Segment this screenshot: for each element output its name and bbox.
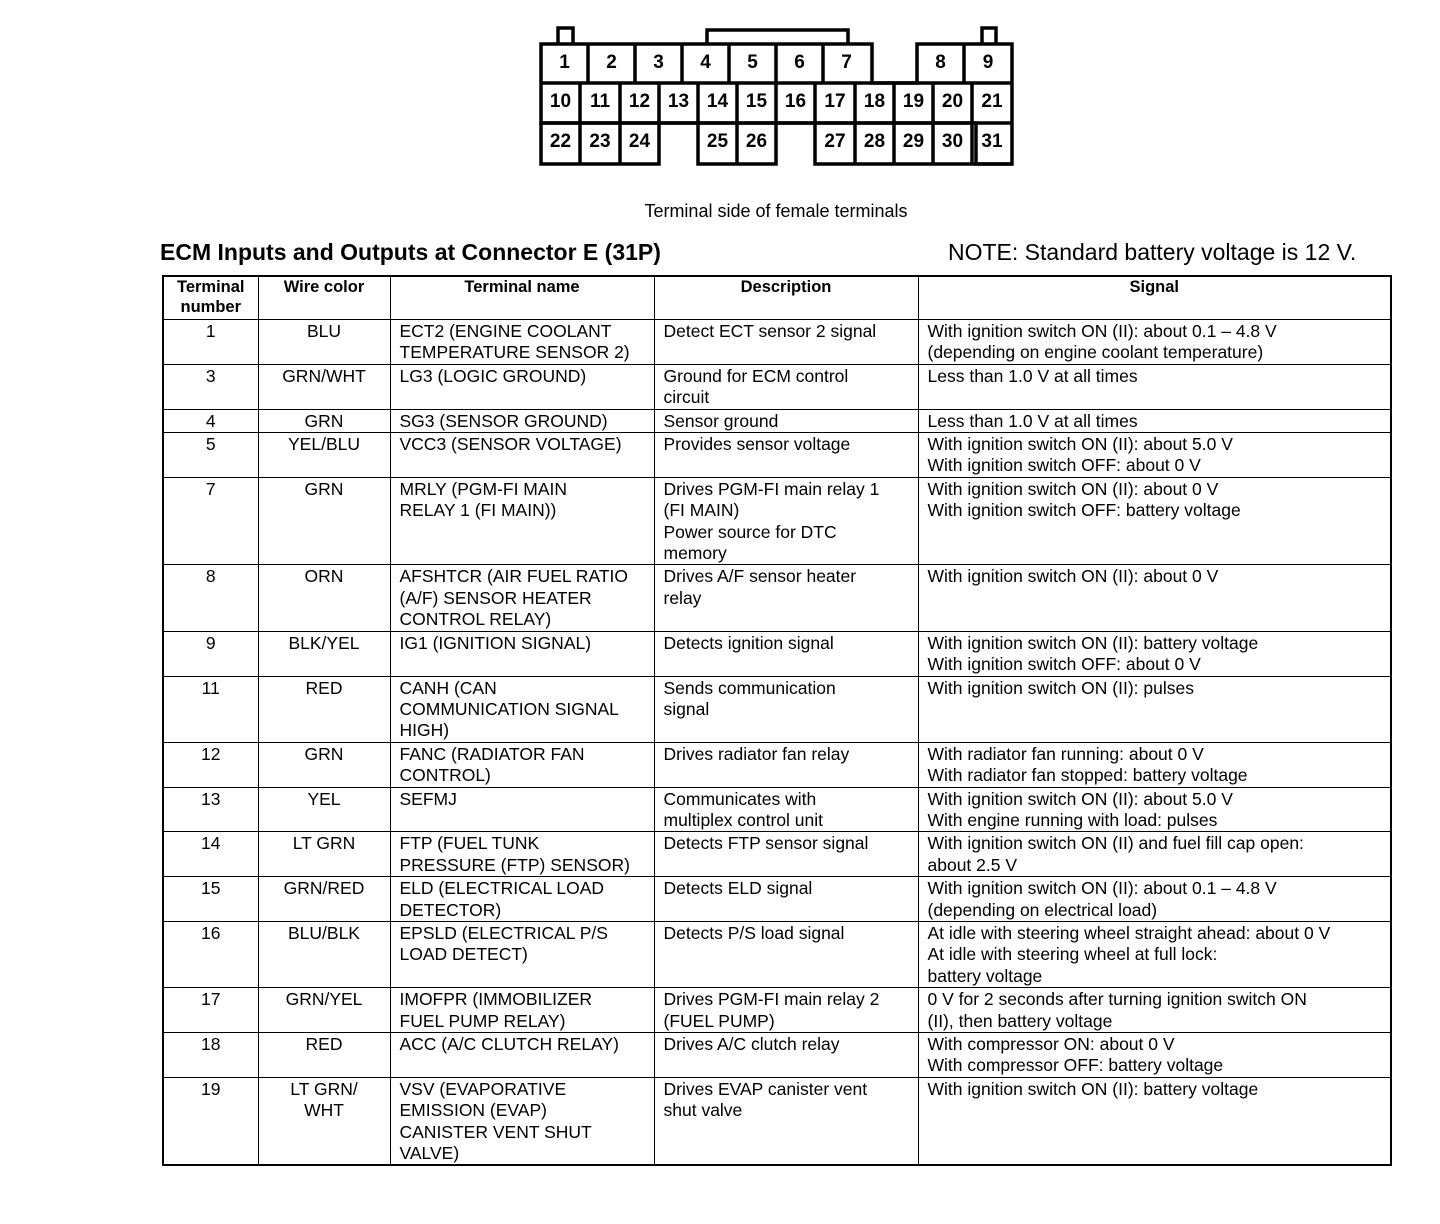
cell-signal: With radiator fan running: about 0 V With radiator fan stopped: battery voltage [918, 742, 1391, 787]
cell-signal: 0 V for 2 seconds after turning ignition switch ON (II), then battery voltage [918, 988, 1391, 1033]
cell-terminal-name: IMOFPR (IMMOBILIZER FUEL PUMP RELAY) [390, 988, 654, 1033]
cell-description: Drives A/F sensor heater relay [654, 565, 918, 631]
cell-description: Drives radiator fan relay [654, 742, 918, 787]
page-title: ECM Inputs and Outputs at Connector E (31P) [160, 239, 661, 265]
cell-signal: With ignition switch ON (II): about 5.0 V With engine running with load: pulses [918, 787, 1391, 832]
cell-description: Drives A/C clutch relay [654, 1033, 918, 1078]
header-terminal-name: Terminal name [390, 276, 654, 320]
cell-terminal: 16 [163, 921, 258, 987]
cell-wire-color: LT GRN [258, 832, 390, 877]
pin-10: 10 [549, 91, 572, 112]
header-signal: Signal [918, 276, 1391, 320]
table-row [163, 364, 1391, 409]
cell-terminal-name: ACC (A/C CLUTCH RELAY) [390, 1033, 654, 1078]
cell-signal: With ignition switch ON (II) and fuel fill cap open: about 2.5 V [918, 832, 1391, 877]
table-row [163, 988, 1391, 1033]
header-terminal-number: Terminal number [163, 276, 258, 320]
cell-terminal: 7 [163, 477, 258, 565]
cell-wire-color: LT GRN/ WHT [258, 1077, 390, 1165]
cell-terminal: 9 [163, 631, 258, 676]
cell-terminal-name: ECT2 (ENGINE COOLANT TEMPERATURE SENSOR 2) [390, 320, 654, 365]
cell-terminal: 14 [163, 832, 258, 877]
cell-terminal: 11 [163, 676, 258, 742]
table-header-row [163, 276, 1391, 320]
cell-wire-color: RED [258, 1033, 390, 1078]
table-row [163, 631, 1391, 676]
table-row [163, 1033, 1391, 1078]
cell-signal: With compressor ON: about 0 V With compressor OFF: battery voltage [918, 1033, 1391, 1078]
cell-terminal-name: FANC (RADIATOR FAN CONTROL) [390, 742, 654, 787]
pin-1: 1 [559, 52, 570, 73]
pin-16: 16 [784, 91, 807, 112]
table-row [163, 676, 1391, 742]
cell-signal: With ignition switch ON (II): about 0 V With ignition switch OFF: battery voltage [918, 477, 1391, 565]
pin-21: 21 [981, 91, 1003, 112]
table-row [163, 409, 1391, 432]
cell-terminal-name: IG1 (IGNITION SIGNAL) [390, 631, 654, 676]
pin-4: 4 [700, 52, 711, 73]
cell-terminal-name: CANH (CAN COMMUNICATION SIGNAL HIGH) [390, 676, 654, 742]
pin-5: 5 [747, 52, 758, 73]
cell-terminal-name: AFSHTCR (AIR FUEL RATIO (A/F) SENSOR HEATER CONTROL RELAY) [390, 565, 654, 631]
pin-23: 23 [589, 131, 611, 152]
pin-19: 19 [902, 91, 925, 112]
table-row [163, 877, 1391, 922]
cell-wire-color: GRN [258, 742, 390, 787]
pin-6: 6 [794, 52, 805, 73]
pin-3: 3 [653, 52, 664, 73]
cell-signal: With ignition switch ON (II): about 0 V [918, 565, 1391, 631]
cell-terminal: 3 [163, 364, 258, 409]
cell-wire-color: ORN [258, 565, 390, 631]
cell-terminal-name: VSV (EVAPORATIVE EMISSION (EVAP) CANISTER VENT SHUT VALVE) [390, 1077, 654, 1165]
cell-wire-color: GRN [258, 409, 390, 432]
cell-description: Sends communication signal [654, 676, 918, 742]
cell-wire-color: RED [258, 676, 390, 742]
cell-signal: With ignition switch ON (II): about 5.0 V With ignition switch OFF: about 0 V [918, 433, 1391, 478]
cell-description: Detects P/S load signal [654, 921, 918, 987]
pin-18: 18 [863, 91, 886, 112]
cell-wire-color: BLU [258, 320, 390, 365]
pin-22: 22 [549, 131, 572, 152]
pin-15: 15 [745, 91, 768, 112]
table-row [163, 832, 1391, 877]
cell-description: Detects FTP sensor signal [654, 832, 918, 877]
header-description: Description [654, 276, 918, 320]
pin-26: 26 [745, 131, 768, 152]
cell-wire-color: GRN/YEL [258, 988, 390, 1033]
pin-28: 28 [863, 131, 886, 152]
pin-9: 9 [982, 52, 994, 73]
cell-description: Drives EVAP canister vent shut valve [654, 1077, 918, 1165]
pin-20: 20 [941, 91, 964, 112]
table-row [163, 565, 1391, 631]
cell-signal: At idle with steering wheel straight ahead: about 0 V At idle with steering wheel at full lock: battery voltage [918, 921, 1391, 987]
cell-terminal: 4 [163, 409, 258, 432]
cell-terminal: 15 [163, 877, 258, 922]
cell-signal: With ignition switch ON (II): about 0.1 – 4.8 V (depending on engine coolant temperature) [918, 320, 1391, 365]
cell-signal: Less than 1.0 V at all times [918, 364, 1391, 409]
pin-11: 11 [589, 91, 611, 112]
cell-description: Detect ECT sensor 2 signal [654, 320, 918, 365]
table-row [163, 433, 1391, 478]
table-row [163, 742, 1391, 787]
cell-terminal-name: MRLY (PGM-FI MAIN RELAY 1 (FI MAIN)) [390, 477, 654, 565]
pin-17: 17 [824, 91, 846, 112]
connector-caption: Terminal side of female terminals [644, 201, 908, 221]
table-row [163, 921, 1391, 987]
cell-wire-color: GRN/RED [258, 877, 390, 922]
table-row [163, 1077, 1391, 1165]
header-wire-color: Wire color [258, 276, 390, 320]
cell-description: Sensor ground [654, 409, 918, 432]
cell-terminal: 17 [163, 988, 258, 1033]
cell-signal: With ignition switch ON (II): pulses [918, 676, 1391, 742]
cell-terminal-name: SG3 (SENSOR GROUND) [390, 409, 654, 432]
cell-terminal: 13 [163, 787, 258, 832]
cell-signal: With ignition switch ON (II): about 0.1 – 4.8 V (depending on electrical load) [918, 877, 1391, 922]
cell-wire-color: YEL/BLU [258, 433, 390, 478]
cell-description: Drives PGM-FI main relay 1 (FI MAIN) Power source for DTC memory [654, 477, 918, 565]
cell-terminal-name: VCC3 (SENSOR VOLTAGE) [390, 433, 654, 478]
pin-13: 13 [667, 91, 690, 112]
cell-terminal: 8 [163, 565, 258, 631]
cell-terminal-name: LG3 (LOGIC GROUND) [390, 364, 654, 409]
cell-description: Ground for ECM control circuit [654, 364, 918, 409]
cell-signal: With ignition switch ON (II): battery voltage With ignition switch OFF: about 0 V [918, 631, 1391, 676]
connector-diagram [0, 0, 1440, 180]
terminal-table [162, 275, 1392, 1166]
cell-description: Detects ignition signal [654, 631, 918, 676]
pin-30: 30 [941, 131, 964, 152]
pin-8: 8 [935, 52, 946, 73]
cell-terminal: 12 [163, 742, 258, 787]
cell-description: Provides sensor voltage [654, 433, 918, 478]
cell-wire-color: BLK/YEL [258, 631, 390, 676]
cell-terminal: 19 [163, 1077, 258, 1165]
cell-description: Drives PGM-FI main relay 2 (FUEL PUMP) [654, 988, 918, 1033]
pin-24: 24 [628, 131, 651, 152]
cell-terminal: 1 [163, 320, 258, 365]
pin-7: 7 [841, 52, 852, 73]
cell-terminal: 5 [163, 433, 258, 478]
pin-2: 2 [606, 52, 617, 73]
table-row [163, 477, 1391, 565]
pin-12: 12 [628, 91, 651, 112]
cell-wire-color: YEL [258, 787, 390, 832]
cell-terminal: 18 [163, 1033, 258, 1078]
pin-29: 29 [902, 131, 925, 152]
cell-terminal-name: EPSLD (ELECTRICAL P/S LOAD DETECT) [390, 921, 654, 987]
pin-31: 31 [981, 131, 1003, 152]
voltage-note: NOTE: Standard battery voltage is 12 V. [948, 239, 1357, 265]
cell-signal: With ignition switch ON (II): battery voltage [918, 1077, 1391, 1165]
cell-description: Communicates with multiplex control unit [654, 787, 918, 832]
cell-wire-color: GRN [258, 477, 390, 565]
pin-27: 27 [824, 131, 846, 152]
cell-signal: Less than 1.0 V at all times [918, 409, 1391, 432]
cell-description: Detects ELD signal [654, 877, 918, 922]
cell-wire-color: BLU/BLK [258, 921, 390, 987]
cell-terminal-name: ELD (ELECTRICAL LOAD DETECTOR) [390, 877, 654, 922]
table-row [163, 320, 1391, 365]
cell-wire-color: GRN/WHT [258, 364, 390, 409]
pin-14: 14 [706, 91, 729, 112]
table-row [163, 787, 1391, 832]
cell-terminal-name: SEFMJ [390, 787, 654, 832]
cell-terminal-name: FTP (FUEL TUNK PRESSURE (FTP) SENSOR) [390, 832, 654, 877]
pin-25: 25 [706, 131, 729, 152]
